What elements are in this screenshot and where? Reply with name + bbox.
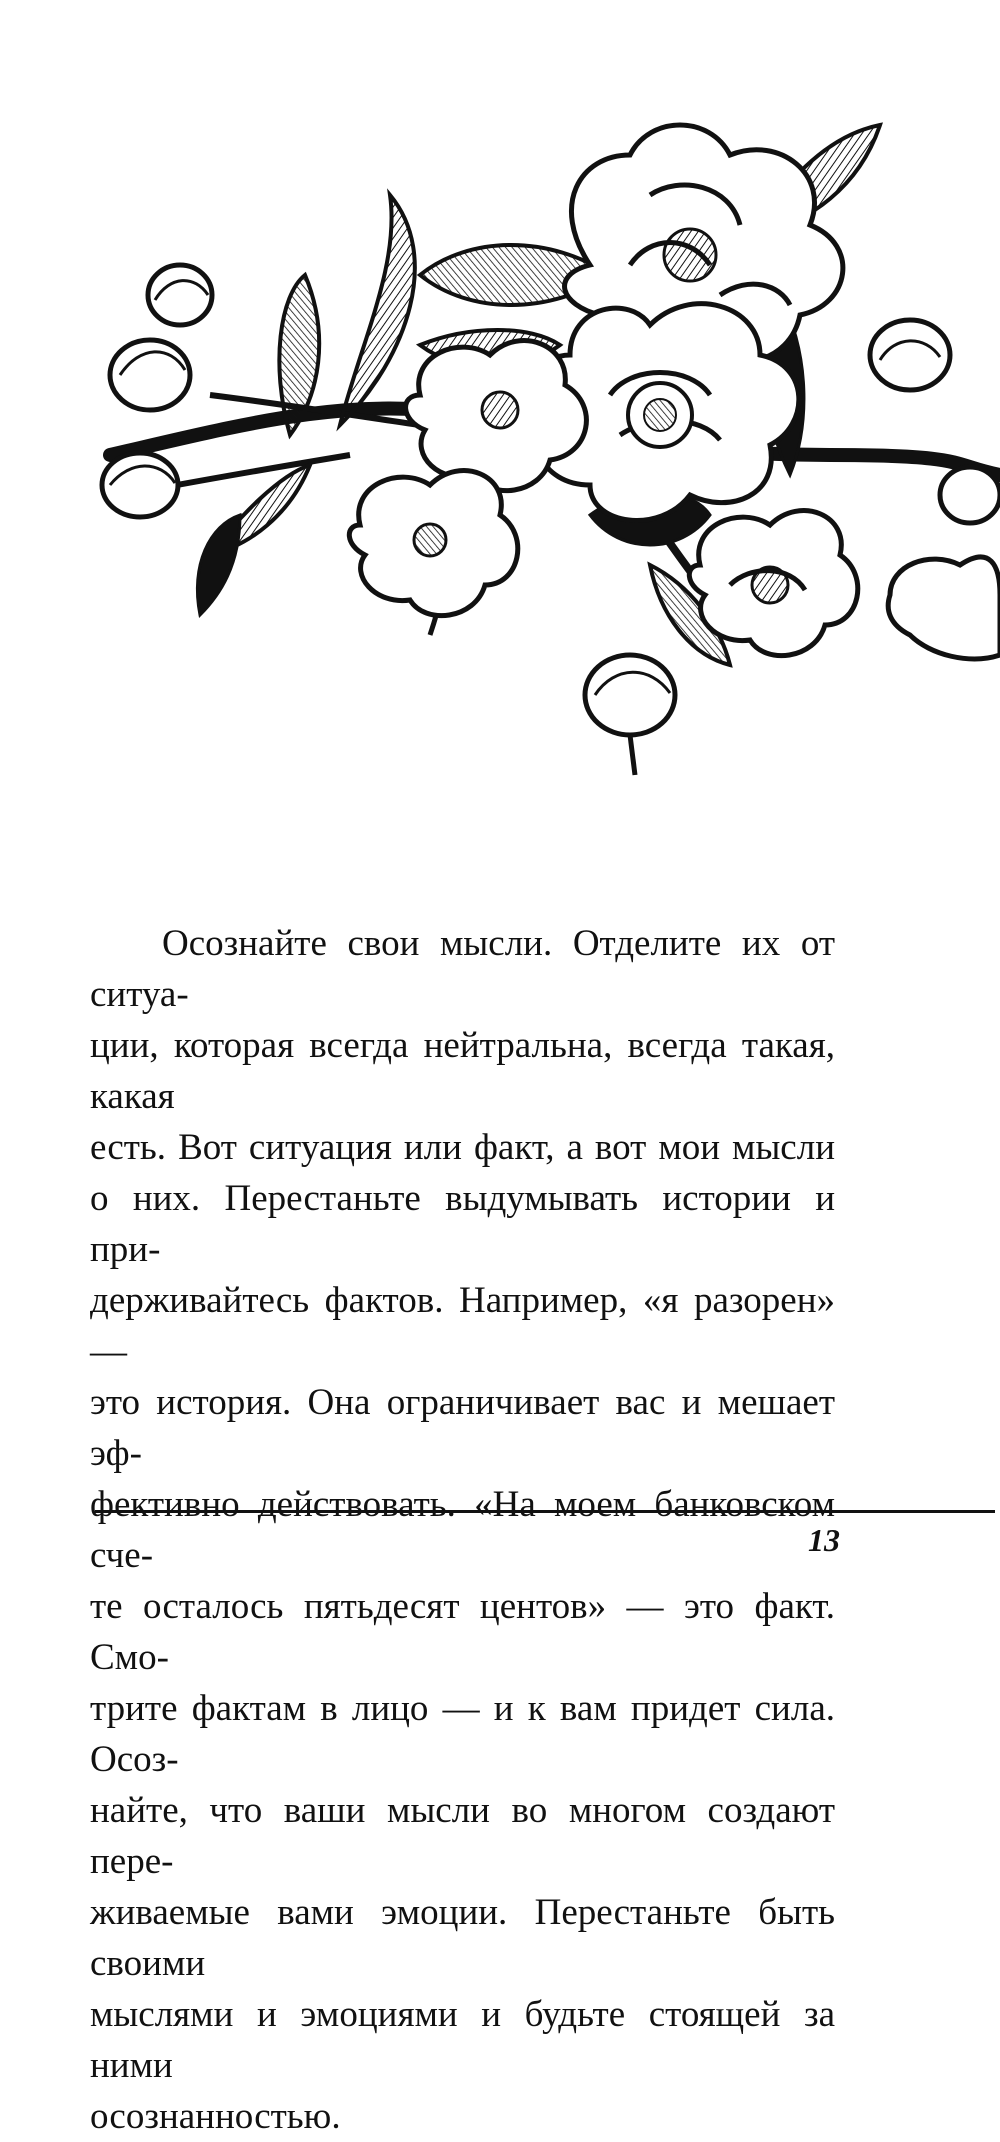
body-line: найте, что ваши мысли во многом создают пере-	[90, 1790, 835, 1882]
body-line: о них. Перестаньте выдумывать истории и при-	[90, 1178, 835, 1270]
blossoming-branch-icon	[90, 95, 1000, 855]
footer-divider	[95, 1510, 995, 1513]
blossoming-branch-illustration	[90, 95, 1000, 855]
body-line: осознанностью.	[90, 2096, 341, 2137]
body-line: Осознайте свои мысли. Отделите их от ситуа-	[90, 923, 835, 1015]
body-line: те осталось пятьдесят центов» — это факт. Смо-	[90, 1586, 835, 1678]
body-line: это история. Она ограничивает вас и мешает эф-	[90, 1382, 835, 1474]
body-line: живаемые вами эмоции. Перестаньте быть своими	[90, 1892, 835, 1984]
body-line: есть. Вот ситуация или факт, а вот мои мысли	[90, 1127, 835, 1168]
page-number: 13	[808, 1522, 840, 1558]
body-line: ции, которая всегда нейтральна, всегда такая, какая	[90, 1025, 835, 1117]
body-line: держивайтесь фактов. Например, «я разорен» —	[90, 1280, 835, 1372]
body-line: трите фактам в лицо — и к вам придет сила. Осоз-	[90, 1688, 835, 1780]
body-line: мыслями и эмоциями и будьте стоящей за ними	[90, 1994, 835, 2086]
body-paragraph	[90, 918, 835, 2142]
body-line: фективно действовать. «На моем банковском сче-	[90, 1484, 835, 1576]
